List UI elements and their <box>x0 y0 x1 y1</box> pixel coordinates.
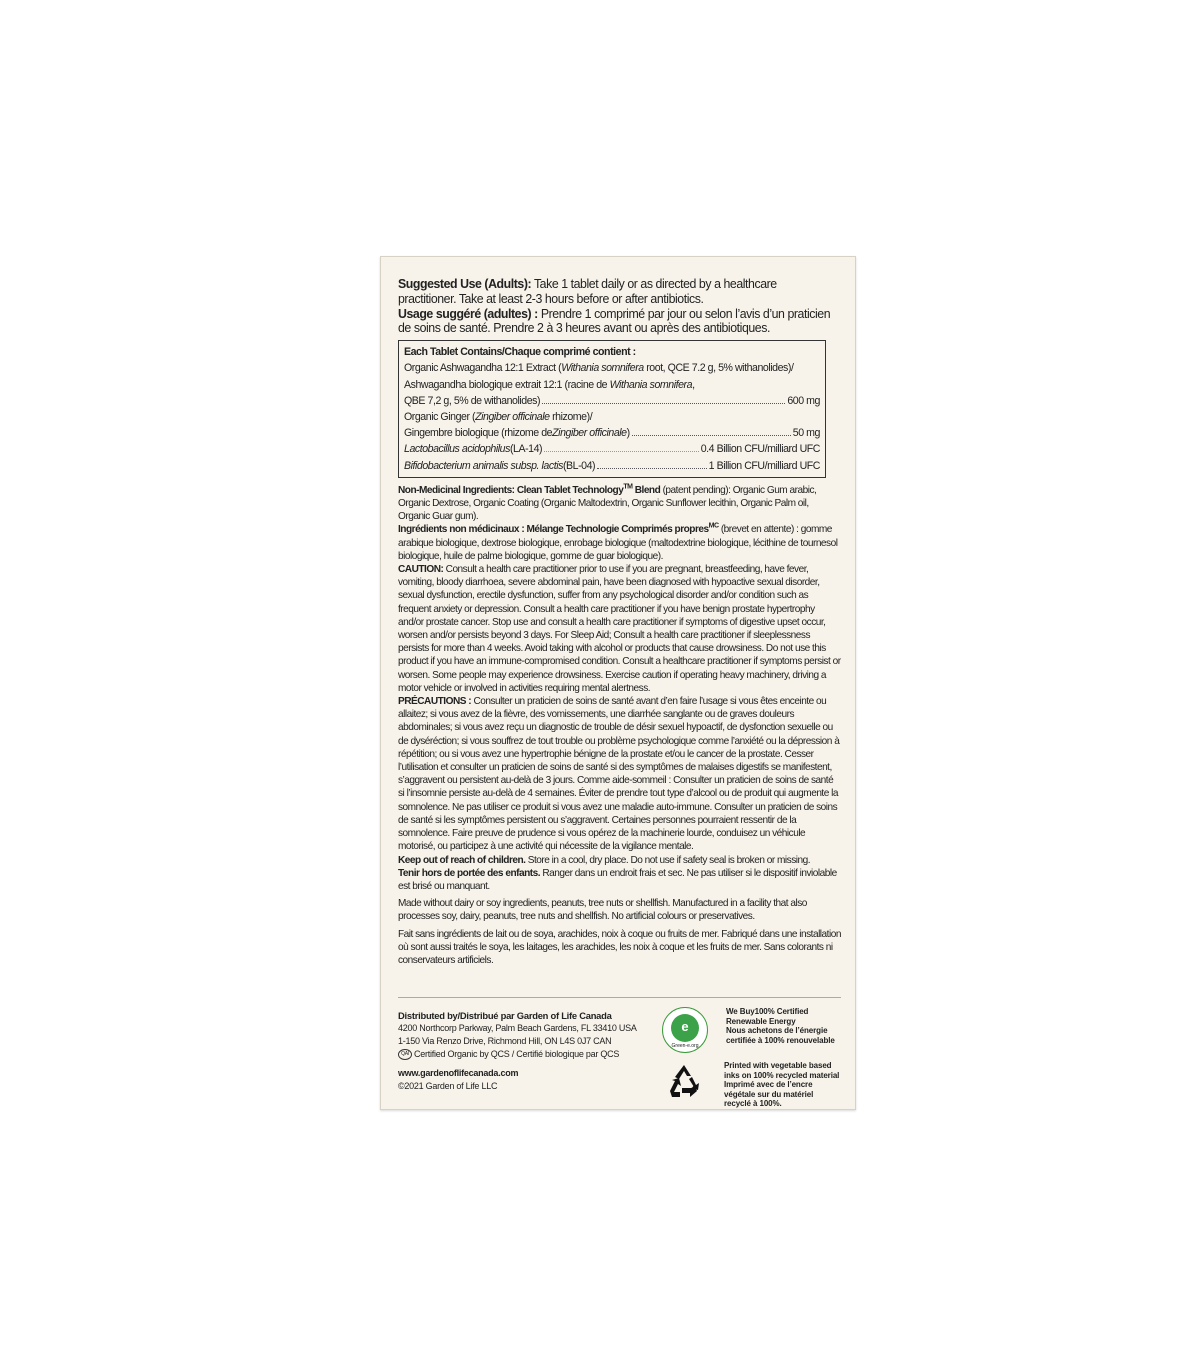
ashwagandha-amount: 600 mg <box>787 394 820 407</box>
recycle-icon <box>664 1061 704 1101</box>
bifidobacterium-amount: 1 Billion CFU/milliard UFC <box>708 459 820 472</box>
non-medicinal-en: Non-Medicinal Ingredients: Clean Tablet Technology™ Blend (patent pending): Organic Gum arabic, Organic Dextrose, Organic Coating (Organic Maltodextrin, Organic Sunflower lecithin, Organic Palm oil, Organic Guar gum). <box>398 483 817 523</box>
recycled-material <box>662 1061 842 1109</box>
caution-en: CAUTION: Consult a health care practitioner prior to use if you are pregnant, breastfeeding, have fever, vomiting, bloody diarrhoea, severe abdominal pain, have been diagnosed with hypoactive sexual disorder, sexual dysfunction, erectile dysfunction, suffer from any psychological disorder and/or condition such as frequent anxiety or depression. Consult a health care practitioner if you have benign prostate hypertrophy and/or prostate cancer. Stop use and consult a health care practitioner if symptoms of digestive upset occur, worsen and/or persists beyond 3 days. For Sleep Aid; Consult a health care practitioner if sleeplessness persists for more than 4 weeks. Avoid taking with alcohol or products that cause drowsiness. Do not use this product if you have an immune-compromised condition. Consult a healthcare practitioner if symptoms persist or worsen. Some people may experience drowsiness. Exercise caution if operating heavy machinery, driving a motor vehicle or involved in activities requiring mental alertness. <box>398 564 841 694</box>
ginger-line-1: Organic Ginger (Zingiber officinale rhizome)/ <box>404 411 593 423</box>
suggested-use-fr-label: Usage suggéré (adultes) : <box>398 306 538 321</box>
fait-sans: Fait sans ingrédients de lait ou de soya, arachides, noix à coque ou fruits de mer. Fabriqué dans une installation où sont aussi traités le soya, les laitages, les arachides, les noix à coque et les fruits de mer. Sans colorants ni conservateurs artificiels. <box>398 928 841 966</box>
organic-certification: QAI Certified Organic by QCS / Certifié biologique par QCS <box>398 1048 653 1061</box>
distributor-info <box>398 1009 653 1093</box>
label-content <box>398 277 841 967</box>
keep-out-fr: Tenir hors de portée des enfants. Ranger dans un endroit frais et sec. Ne pas utiliser si le dispositif inviolable est brisé ou manquant. <box>398 867 837 892</box>
suggested-use <box>398 277 832 336</box>
lactobacillus-amount: 0.4 Billion CFU/milliard UFC <box>700 443 820 456</box>
suggested-use-en-label: Suggested Use (Adults): <box>398 277 532 291</box>
ginger-amount-row: Gingembre biologique (rhizome de Zingiber officinale ) 50 mg <box>404 425 820 441</box>
ashwagandha-line-1: Organic Ashwagandha 12:1 Extract (Withania somnifera root, QCE 7.2 g, 5% withanolides)/ <box>404 362 794 375</box>
keep-out-en: Keep out of reach of children. Store in a cool, dry place. Do not use if safety seal is broken or missing. <box>398 854 811 866</box>
non-medicinal-fr: Ingrédients non médicinaux : Mélange Technologie Comprimés propres$^{MC}$ (brevet en attente) : gomme arabique biologique, dextrose biologique, enrobage biologique (maltodextrine biologique, lécithine de tournesol biologique, huile de palme biologique, gomme de guar biologique). <box>398 523 838 562</box>
eco-info <box>662 1007 842 1109</box>
distributor-address-us: 4200 Northcorp Parkway, Palm Beach Gardens, FL 33410 USA <box>398 1023 637 1033</box>
made-without: Made without dairy or soy ingredients, peanuts, tree nuts or shellfish. Manufactured in a facility that also processes soy, dairy, peanuts, tree nuts and shellfish. No artificial colours or preservatives. <box>398 898 807 923</box>
suggested-use-en-text: Take 1 tablet daily or as directed by a healthcare practitioner. Take at least 2-3 hours before or after antibiotics. <box>398 277 777 306</box>
suggested-use-fr-text: Prendre 1 comprimé par jour ou selon l’avis d’un praticien de soins de santé. Prendre 2 à 3 heures avant ou après des antibiotiques. <box>398 306 831 336</box>
green-e-icon: e Green-e.org <box>662 1007 708 1053</box>
bifidobacterium-row: Bifidobacterium animalis subsp. lactis (BL-04) 1 Billion CFU/milliard UFC <box>404 458 820 474</box>
website-link[interactable]: www.gardenoflifecanada.com <box>398 1068 519 1078</box>
supplement-facts-box <box>398 340 826 478</box>
distributor-title: Distributed by/Distribué par Garden of Life Canada <box>398 1010 612 1021</box>
label-panel <box>380 256 856 1110</box>
ashwagandha-amount-row: QBE 7,2 g, 5% de withanolides) 600 mg <box>404 393 820 409</box>
ginger-amount: 50 mg <box>792 427 820 440</box>
supplement-box-header: Each Tablet Contains/Chaque comprimé contient : <box>404 346 636 359</box>
distributor-address-ca: 1-150 Via Renzo Drive, Richmond Hill, ON L4S 0J7 CAN <box>398 1036 612 1046</box>
energy-text-en: We Buy100% Certified Renewable Energy <box>726 1007 809 1026</box>
green-energy <box>662 1007 842 1053</box>
energy-text-fr: Nous achetons de l’énergie certifiée à 100% renouvelable <box>726 1026 835 1045</box>
qai-organic-icon: QAI <box>398 1049 412 1060</box>
recycle-text-en: Printed with vegetable based inks on 100% recycled material <box>724 1061 840 1080</box>
copyright: ©2021 Garden of Life LLC <box>398 1081 498 1091</box>
footer-divider <box>398 997 841 998</box>
ashwagandha-line-2: Ashwagandha biologique extrait 12:1 (racine de Withania somnifera, <box>404 378 695 391</box>
lactobacillus-row: Lactobacillus acidophilus (LA-14) 0.4 Billion CFU/milliard UFC <box>404 441 820 457</box>
label-body-text <box>398 484 841 967</box>
recycle-text-fr: Imprimé avec de l’encre végétale sur du matériel recyclé à 100%. <box>724 1080 814 1109</box>
caution-fr: PRÉCAUTIONS : Consulter un praticien de soins de santé avant d’en faire l’usage si vous êtes enceinte ou allaitez; si vous avez de la fièvre, des vomissements, une diarrhée sanglante ou de graves douleurs abdominales; si vous avez reçu un diagnostic de trouble de désir sexuel hypoactif, de dysfonction sexuelle ou de dyséréction; si vous souffrez de tout trouble ou problème psychologique comme l’anxiété ou la dépression à répétition; ou si vous avez une hypertrophie bénigne de la prostate et/ou le cancer de la prostate. Cesser l’utilisation et consulter un praticien de soins de santé si des symptômes de malaises digestifs se manifestent, s’aggravent ou persistent au-delà de 3 jours. Comme aide-sommeil : Consulter un praticien de soins de santé si l’insomnie persiste au-delà de 4 semaines. Éviter de prendre tout type d’alcool ou de produit qui augmente la somnolence. Ne pas utiliser ce produit si vous avez une maladie auto-immune. Consulter un praticien de soins de santé si les symptômes persistent ou s’aggravent. Certaines personnes pourraient ressentir de la somnolence. Faire preuve de prudence si vous opérez de la machinerie lourde, conduisez un véhicule motorisé, ou participez à une activité qui nécessite de la vigilance mentale. <box>398 696 840 853</box>
